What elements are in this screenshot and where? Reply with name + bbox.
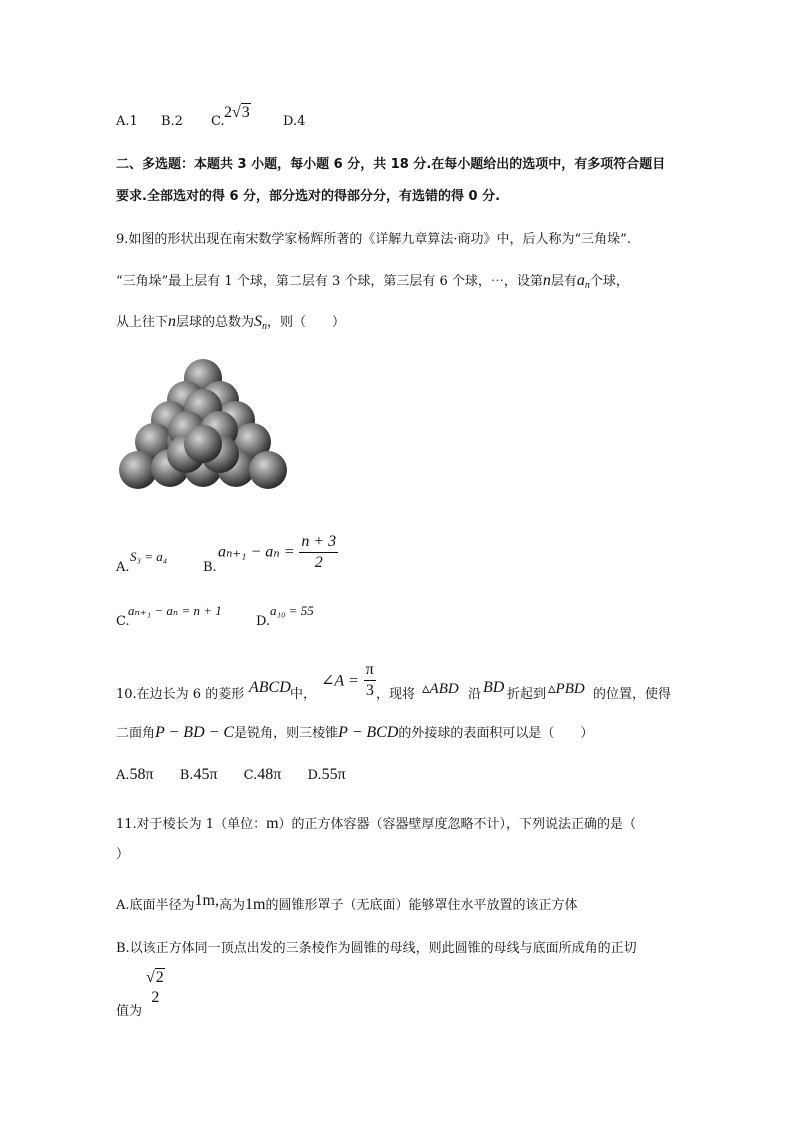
q10-line1-d: 沿 bbox=[468, 687, 482, 702]
q10-tri-abd: ▵ABD bbox=[422, 681, 459, 697]
q11-line1-a: 11.对于棱长为 1（单位： bbox=[116, 817, 267, 832]
q10-option-d-value: 55π bbox=[321, 766, 346, 783]
q9-b-den: 2 bbox=[314, 554, 323, 571]
q11-line1-b: ）的正方体容器（容器壁厚度忽略不计），下列说法正确的是（ bbox=[278, 817, 637, 832]
q10-angle-left: ∠A = bbox=[321, 672, 359, 690]
q10-angle-num: π bbox=[364, 660, 376, 681]
q11-b-sqrt: √2 bbox=[146, 969, 164, 986]
q9-sn-base: S bbox=[254, 313, 263, 330]
q10-line1-f: 的位置，使得 bbox=[593, 687, 672, 702]
q9-line3 bbox=[116, 311, 345, 332]
q11-option-b-line2: 值为 bbox=[116, 1004, 143, 1019]
q11-option-a-height: 1m bbox=[245, 896, 266, 913]
q11-option-a-text-b: 高为 bbox=[218, 898, 245, 913]
q8-c-sqrt: √3 bbox=[232, 104, 250, 121]
q10-tri-pbd: ▵PBD bbox=[548, 681, 585, 697]
q9-line1: 9.如图的形状出现在南宋数学家杨辉所著的《详解九章算法·商功》中，后人称为“三角垛”. bbox=[116, 232, 631, 247]
q9-var-n: n bbox=[542, 272, 551, 289]
q11-option-b-frac bbox=[144, 968, 167, 1008]
q9-option-a-prefix: A. bbox=[116, 560, 130, 575]
q11-b-rad: 2 bbox=[155, 969, 164, 986]
q10-line2-a: 二面角 bbox=[116, 726, 156, 741]
q10-dihedral: P − BD − C bbox=[155, 724, 235, 741]
q11-option-a-radius: 1m, bbox=[194, 892, 219, 909]
q9-option-d-math: a₁₀ = 55 bbox=[270, 603, 314, 618]
q9-var-n2: n bbox=[168, 313, 177, 330]
q10-pyramid: P − BCD bbox=[338, 724, 399, 741]
q10-option-b-prefix: B. bbox=[179, 768, 194, 783]
q9-var-sn bbox=[254, 313, 267, 330]
q10-line2 bbox=[116, 722, 593, 742]
q10-line1-e: 折起到 bbox=[507, 687, 547, 702]
q9-an-base: a bbox=[576, 272, 585, 289]
q9-option-d-prefix: D. bbox=[256, 614, 271, 629]
q10-bd: BD bbox=[483, 679, 505, 696]
q9-line2-text-c: 个球， bbox=[589, 274, 629, 289]
q8-c-rad: 3 bbox=[241, 104, 250, 121]
q10-option-a-value: 58π bbox=[129, 766, 154, 783]
q9-sn-sub: n bbox=[262, 321, 268, 332]
q8-option-c-value bbox=[224, 104, 251, 122]
q11-b-num bbox=[144, 968, 167, 988]
q10-option-c-prefix: C. bbox=[243, 768, 258, 783]
q10-abcd: ABCD bbox=[249, 679, 291, 696]
q11-b-frac bbox=[144, 968, 167, 1008]
q10-option-c-value: 48π bbox=[257, 766, 282, 783]
q9-var-an bbox=[577, 272, 590, 289]
section2-heading-line1: 二、多选题：本题共 3 小题，每小题 6 分，共 18 分.在每小题给出的选项中，有多项符合题目 bbox=[116, 157, 666, 172]
q9-option-b-math bbox=[218, 532, 338, 573]
q11-option-b-line1: B.以该正方体同一顶点出发的三条棱作为圆锥的母线，则此圆锥的母线与底面所成角的正切 bbox=[116, 941, 637, 956]
q9-line2 bbox=[116, 270, 629, 291]
q8-option-c-prefix: C. bbox=[211, 114, 225, 129]
q10-angle-den: 3 bbox=[365, 682, 374, 699]
ball-stack bbox=[119, 359, 287, 489]
q9-line3-text-b: 层球的总数为 bbox=[176, 315, 255, 330]
q10-options bbox=[116, 766, 346, 784]
q11-unit: m bbox=[266, 815, 279, 832]
q10-angle-frac bbox=[364, 660, 376, 701]
q10-line1-b: 中， bbox=[290, 687, 317, 702]
q10-line2-b: 是锐角，则三棱锥 bbox=[234, 726, 339, 741]
q11-option-a-text-a: A.底面半径为 bbox=[116, 898, 195, 913]
q9-line2-text-b: 层有 bbox=[550, 274, 577, 289]
q8-option-b: B.2 bbox=[161, 114, 183, 129]
q10-option-a-prefix: A. bbox=[116, 768, 130, 783]
q10-line2-c: 的外接球的表面积可以是（ ） bbox=[398, 726, 594, 741]
q10-line1-a: 10.在边长为 6 的菱形 bbox=[116, 687, 245, 702]
q8-option-d: D.4 bbox=[283, 114, 306, 129]
q10-line1-c: ，现将 bbox=[376, 687, 416, 702]
triangular-stack-figure bbox=[118, 350, 288, 500]
q9-b-frac bbox=[299, 532, 338, 573]
q11-line1 bbox=[116, 813, 636, 833]
q9-b-num: n + 3 bbox=[299, 532, 338, 553]
q11-option-a-text-c: 的圆锥形罩子（无底面）能够罩住水平放置的该正方体 bbox=[265, 898, 578, 913]
q8-c-coef: 2 bbox=[224, 104, 232, 121]
q9-line3-text-a: 从上往下 bbox=[116, 315, 169, 330]
q10-angle bbox=[321, 660, 376, 701]
q8-option-a: A.1 bbox=[116, 114, 138, 129]
q11-b-den: 2 bbox=[151, 989, 160, 1006]
q10-option-d-prefix: D. bbox=[307, 768, 322, 783]
q9-option-c-math: aₙ₊₁ − aₙ = n + 1 bbox=[128, 603, 222, 618]
q9-line2-text-a: “三角垛”最上层有 1 个球，第二层有 3 个球，第三层有 6 个球，⋯，设第 bbox=[116, 274, 543, 289]
q11-line2: ） bbox=[116, 847, 130, 862]
q9-option-c-prefix: C. bbox=[116, 614, 130, 629]
q9-an-sub: n bbox=[584, 280, 590, 291]
q11-option-a bbox=[116, 892, 577, 914]
q9-option-a-math: S₃ = a₄ bbox=[130, 549, 168, 564]
q9-option-b-prefix: B. bbox=[203, 560, 217, 575]
q10-option-b-value: 45π bbox=[193, 766, 218, 783]
q9-b-left: aₙ₊₁ − aₙ = bbox=[218, 543, 295, 561]
section2-heading-line2: 要求.全部选对的得 6 分，部分选对的得部分分，有选错的得 0 分. bbox=[116, 189, 501, 204]
q9-line3-text-c: ，则（ ） bbox=[267, 315, 346, 330]
